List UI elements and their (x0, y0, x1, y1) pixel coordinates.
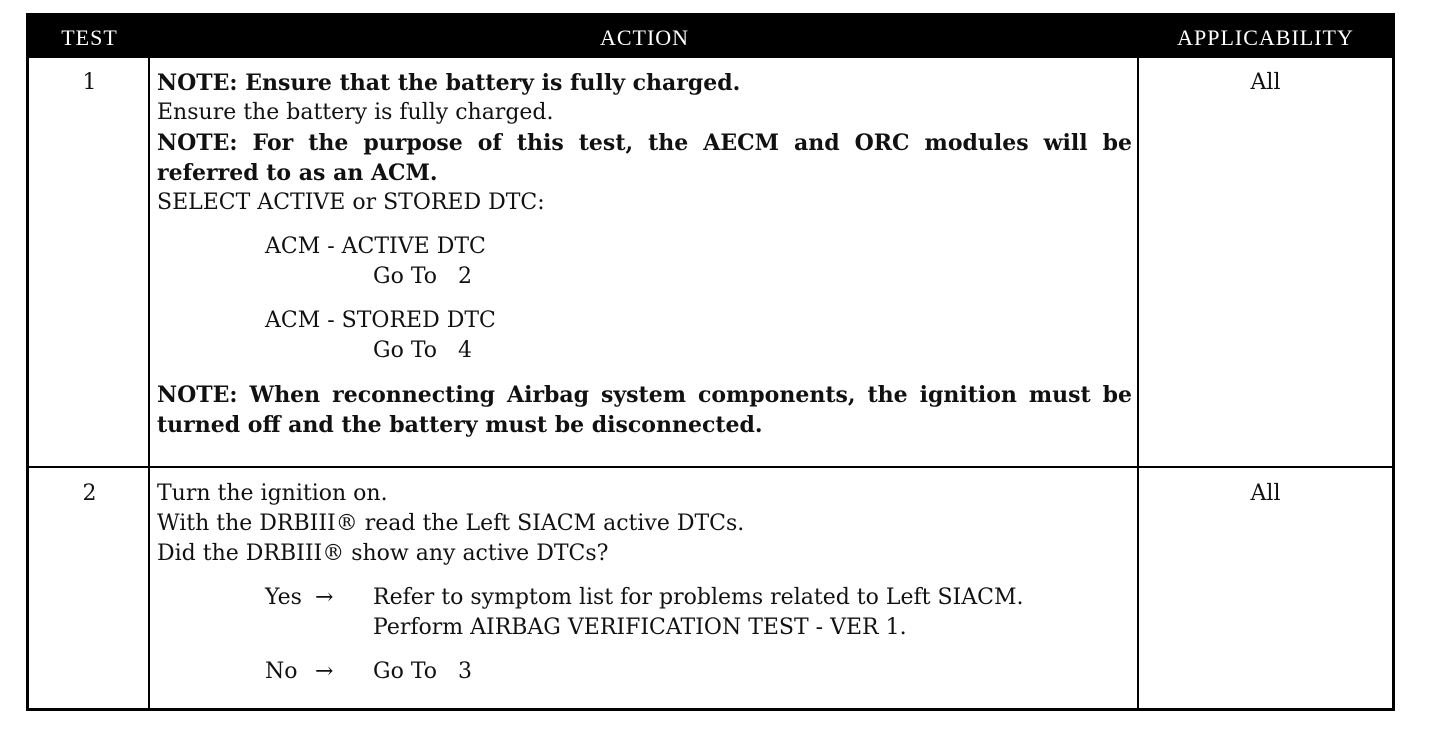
header-action: ACTION (599, 25, 690, 50)
header-test: TEST (61, 25, 118, 50)
diagnostic-test-table (26, 13, 1395, 711)
arrow-icon: → (315, 585, 334, 610)
instruction-text: With the DRBIII® read the Left SIACM active DTCs. (157, 511, 745, 536)
row-divider (29, 466, 1392, 468)
note-reconnecting: NOTE: When reconnecting Airbag system components, the ignition must be turned off and the battery must be disconnected. (157, 382, 1132, 438)
choice-active-dtc: ACM - ACTIVE DTC (265, 234, 486, 259)
yes-instruction: Refer to symptom list for problems related to Left SIACM. (373, 585, 1024, 610)
header-applicability: APPLICABILITY (1177, 25, 1354, 50)
table-header (29, 16, 1392, 58)
goto-step: Go To 4 (373, 338, 472, 363)
answer-no (157, 657, 1132, 687)
note-acm: NOTE: For the purpose of this test, the AECM and ORC modules will be referred to as an ACM. (157, 130, 1132, 186)
yes-instruction: Perform AIRBAG VERIFICATION TEST - VER 1. (373, 615, 907, 640)
column-divider (148, 58, 150, 708)
arrow-icon: → (315, 659, 334, 684)
row-2-action (157, 479, 1132, 687)
no-label: No (265, 659, 298, 684)
row-2-applicability: All (1250, 481, 1281, 506)
row-1-action (157, 68, 1132, 440)
goto-step: Go To 2 (373, 264, 472, 289)
instruction-text: Ensure the battery is fully charged. (157, 100, 554, 125)
select-prompt: SELECT ACTIVE or STORED DTC: (157, 190, 545, 215)
instruction-text: Turn the ignition on. (157, 481, 388, 506)
question-text: Did the DRBIII® show any active DTCs? (157, 541, 609, 566)
row-1-applicability: All (1250, 70, 1281, 95)
row-1-test-number: 1 (82, 70, 97, 95)
answer-yes (157, 583, 1132, 643)
row-2-test-number: 2 (82, 481, 97, 506)
note-battery: NOTE: Ensure that the battery is fully charged. (157, 70, 741, 96)
choice-stored-dtc: ACM - STORED DTC (265, 308, 496, 333)
column-divider (1137, 58, 1139, 708)
no-goto: Go To 3 (373, 659, 472, 684)
yes-label: Yes (265, 585, 302, 610)
